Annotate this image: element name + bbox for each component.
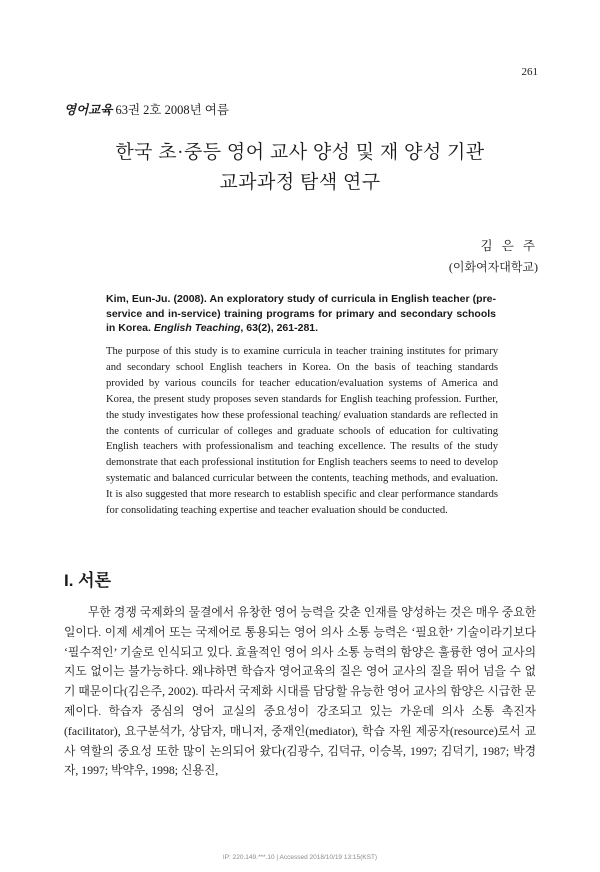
journal-name: 영어교육 [64,103,113,117]
paper-title-line-2: 교과과정 탐색 연구 [219,172,381,193]
paper-title [0,138,600,198]
journal-issue: 63권 2호 2008년 여름 [115,103,229,117]
abstract-text: The purpose of this study is to examine curricula in teacher training institutes for primary and secondary school English teachers in Korea. On the basis of teaching standards provided by various councils for teacher education/evaluation systems of America and Korea, the present study proposes seven standards for English teaching profession. Further, the study investigates how these professional teaching/ evaluation standards are reflected in the contents of curricular of colleges and graduate schools of education for cultivating English teachers with professionalism and teaching excellence. The results of the study demonstrate that each professional institution for English teachers seems to need to develop systematic and balanced curricular between the contents, teaching methods, and evaluation. It is also suggested that more research to establish specific and clear performance standards for consolidating teaching expertise and teacher evaluation should be conducted. [106,346,498,517]
citation-journal: English Teaching [153,322,241,334]
author-affiliation: (이화여자대학교) [448,260,538,274]
citation-volume-pages: , 63(2), 261-281. [240,322,319,334]
page-number: 261 [521,66,538,78]
access-footer: IP: 220.149.***.10 | Accessed 2018/10/19 13:15(KST) [222,854,378,861]
section-paragraph: 무한 경쟁 국제화의 물결에서 유창한 영어 능력을 갖춘 인재를 양성하는 것은 매우 중요한 일이다. 이제 세계어 또는 국제어로 통용되는 영어 의사 소통 능력은 ‘필요한’ 기술이라기보다 ‘필수적인’ 기술로 인식되고 있다. 효율적인 영어 의사 소통 능력의 함양은 훌륭한 영어 교사의 지도 없이는 불가능하다. 왜냐하면 학습자 영어교육의 질은 영어 교사의 질을 뛰어 넘을 수 없기 때문이다(김은주, 2002). 따라서 국제화 시대를 담당할 유능한 영어 교사의 함양은 시급한 문제이다. 학습자 중심의 영어 교실의 중요성이 강조되고 있는 가운데 의사 소통 촉진자(facilitator), 요구분석가, 상담자, 매니저, 중재인(mediator), 학습 자원 제공자(resource)로서 교사 역할의 중요성 또한 많이 논의되어 왔다(김광수, 김덕규, 이승복, 1997; 김덕기, 1987; 박경자, 1997; 박약우, 1998; 신용진, [64,605,536,778]
citation-text: Kim, Eun-Ju. (2008). An exploratory study of curricula in English teacher (pre-service and in-service) training programs for primary and secondary schools in Korea. [106,293,496,334]
author-name: 김 은 주 [480,239,538,253]
section-heading: I. 서론 [64,571,112,590]
citation-block [106,292,496,336]
journal-header [64,100,229,118]
paper-title-line-1: 한국 초·중등 영어 교사 양성 및 재 양성 기관 [115,142,485,163]
